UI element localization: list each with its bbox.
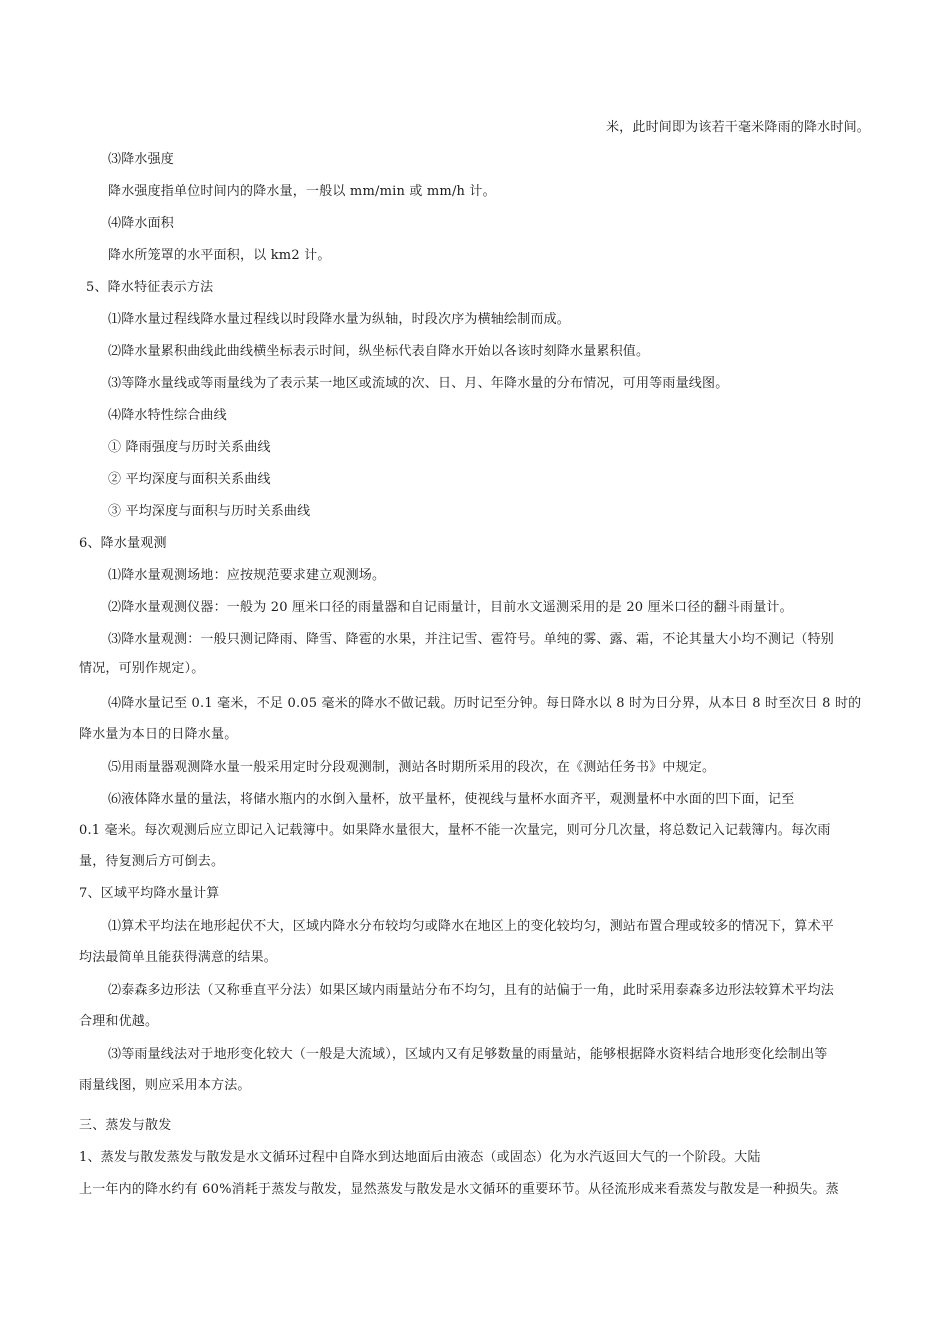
list-item: ⑵降水量累积曲线此曲线横坐标表示时间，纵坐标代表自降水开始以各该时刻降水量累积值。 [108,344,650,359]
paragraph: 1、蒸发与散发蒸发与散发是水文循环过程中自降水到达地面后由液态（或固态）化为水汽返回大气的一个阶段。大陆 [79,1150,761,1165]
sub-list-item: ③ 平均深度与面积与历时关系曲线 [108,504,311,519]
section-heading-6: 6、降水量观测 [79,536,167,551]
continued-line: 米，此时间即为该若干毫米降雨的降水时间。 [605,120,870,135]
list-item: ⑴降水量观测场地：应按规范要求建立观测场。 [108,568,386,583]
list-item: ⑴算术平均法在地形起伏不大，区域内降水分布较均匀或降水在地区上的变化较均匀，测站布置合理或较多的情况下，算术平 [108,919,835,934]
paragraph-continuation: 合理和优越。 [79,1014,159,1029]
list-item: ⑴降水量过程线降水量过程线以时段降水量为纵轴，时段次序为横轴绘制而成。 [108,312,571,327]
list-item: ⑶等雨量线法对于地形变化较大（一般是大流域），区域内又有足够数量的雨量站，能够根据降水资料结合地形变化绘制出等 [108,1047,828,1062]
paragraph-continuation: 量，待复测后方可倒去。 [79,854,225,869]
list-item: ⑶降水量观测：一般只测记降雨、降雪、降雹的水果，并注记雪、雹符号。单纯的雾、露、霜，不论其量大小均不测记（特别 [108,632,835,647]
sub-list-item: ① 降雨强度与历时关系曲线 [108,440,271,455]
subheading-area: ⑷降水面积 [108,216,175,231]
paragraph: 降水强度指单位时间内的降水量，一般以 mm/min 或 mm/h 计。 [108,184,496,199]
list-item: ⑵降水量观测仪器：一般为 20 厘米口径的雨量器和自记雨量计，目前水文遥测采用的是 20 厘米口径的翻斗雨量计。 [108,600,793,615]
paragraph-continuation: 0.1 毫米。每次观测后应立即记入记载簿中。如果降水量很大，量杯不能一次量完，则可分几次量，将总数记入记载簿内。每次雨 [79,823,831,838]
list-item: ⑶等降水量线或等雨量线为了表示某一地区或流域的次、日、月、年降水量的分布情况，可用等雨量线图。 [108,376,729,391]
subheading-intensity: ⑶降水强度 [108,152,175,167]
list-item: ⑹液体降水量的量法，将储水瓶内的水倒入量杯，放平量杯，使视线与量杯水面齐平，观测量杯中水面的凹下面，记至 [108,792,795,807]
chapter-heading-3: 三、蒸发与散发 [79,1118,172,1133]
section-heading-5: 5、降水特征表示方法 [86,280,214,295]
sub-list-item: ② 平均深度与面积关系曲线 [108,472,271,487]
paragraph: 降水所笼罩的水平面积，以 km2 计。 [108,248,331,263]
paragraph-continuation: 上一年内的降水约有 60%消耗于蒸发与散发，显然蒸发与散发是水文循环的重要环节。从径流形成来看蒸发与散发是一种损失。蒸 [79,1182,839,1197]
list-item: ⑷降水特性综合曲线 [108,408,227,423]
list-item: ⑸用雨量器观测降水量一般采用定时分段观测制，测站各时期所采用的段次，在《测站任务书》中规定。 [108,760,716,775]
paragraph-continuation: 均法最简单且能获得满意的结果。 [79,950,278,965]
list-item: ⑵泰森多边形法（又称垂直平分法）如果区域内雨量站分布不均匀，且有的站偏于一角，此时采用泰森多边形法较算术平均法 [108,983,835,998]
paragraph-continuation: 雨量线图，则应采用本方法。 [79,1078,251,1093]
paragraph-continuation: 情况，可别作规定）。 [79,661,205,676]
paragraph-continuation: 降水量为本日的日降水量。 [79,727,238,742]
list-item: ⑷降水量记至 0.1 毫米，不足 0.05 毫米的降水不做记载。历时记至分钟。每日降水以 8 时为日分界，从本日 8 时至次日 8 时的 [108,696,862,711]
section-heading-7: 7、区域平均降水量计算 [79,886,220,901]
